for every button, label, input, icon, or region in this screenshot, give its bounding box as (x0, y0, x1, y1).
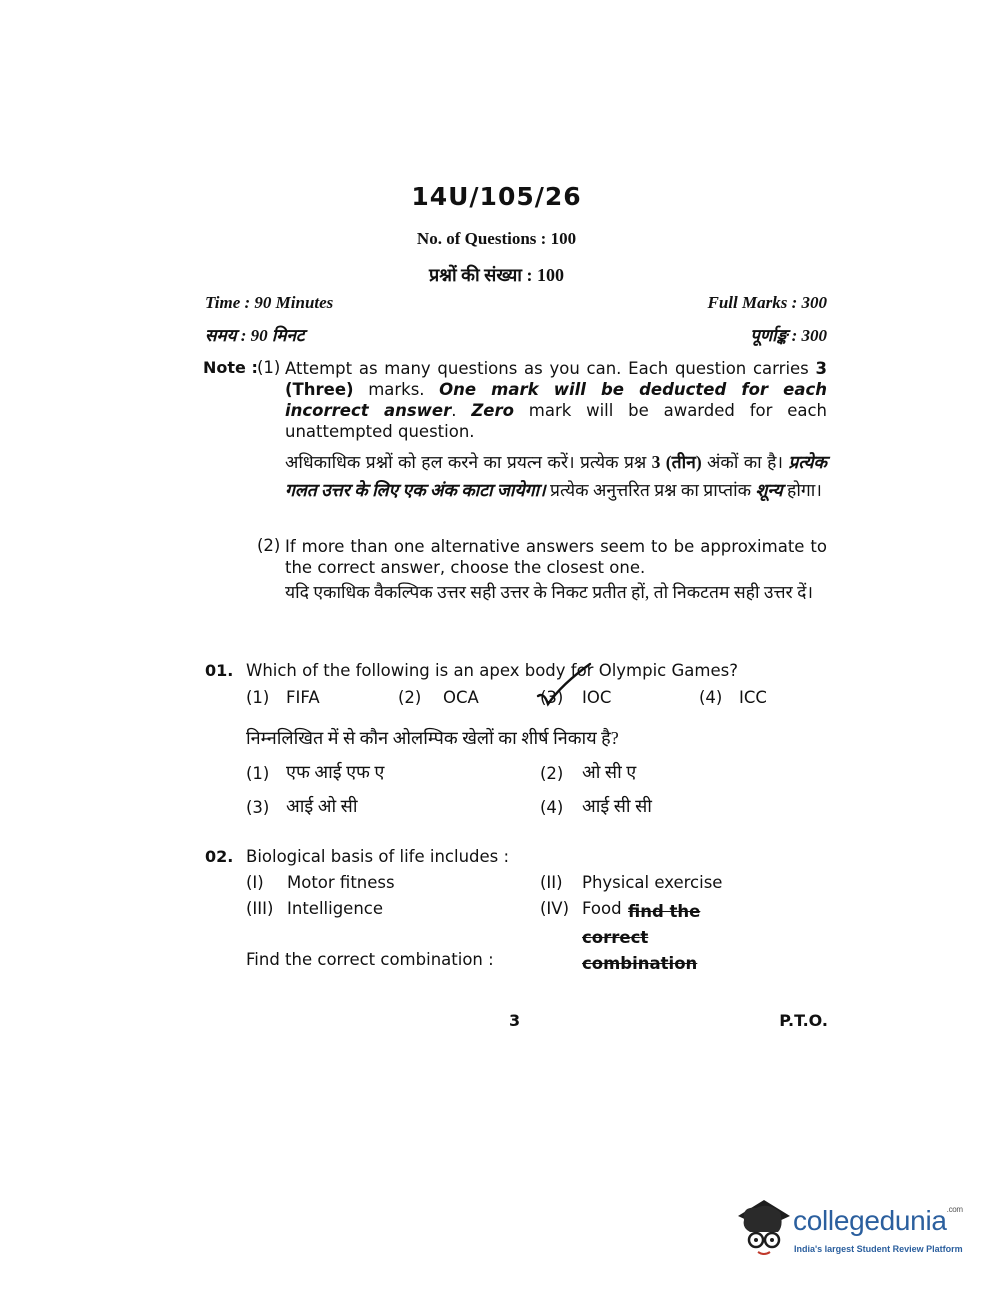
note-item2-en: If more than one alternative answers seem to be approximate to the correct answer, choose the closest one. (285, 537, 827, 577)
note-item2-number: (2) (257, 536, 281, 555)
watermark-tagline: India's largest Student Review Platform (794, 1244, 963, 1254)
q2-item2-number: (II) (540, 873, 563, 892)
full-marks-en: Full Marks : 300 (707, 293, 827, 312)
paper-code: 14U/105/26 (411, 182, 582, 211)
mascot-logo-icon (732, 1196, 792, 1260)
q1-option3-number: (3) (540, 688, 564, 707)
note-item1-hi: अधिकाधिक प्रश्नों को हल करने का प्रयत्न करें। प्रत्येक प्रश्न 3 (तीन) अंकों का है। प्रत्येक गलत उत्तर के लिए एक अंक काटा जायेगा। प्रत्येक अनुत्तरित प्रश्न का प्राप्तांक शून्य होगा। (285, 452, 827, 500)
q1-option3-en: IOC (582, 688, 612, 707)
note-item1-number: (1) (257, 358, 281, 377)
page-number: 3 (509, 1011, 521, 1030)
q2-item1: Motor fitness (287, 873, 395, 892)
q1-hi-option3: आई ओ सी (286, 796, 358, 816)
q1-option1-number: (1) (246, 688, 270, 707)
pto-label: P.T.O. (779, 1011, 828, 1030)
watermark-brand-suffix: .com (946, 1205, 963, 1214)
watermark-brand: collegedunia$^{.com}$ (793, 1205, 963, 1236)
q1-number: 01. (205, 661, 234, 680)
num-questions-hi: प्रश्नों की संख्या : 100 (429, 265, 564, 285)
q1-hi-option4-number: (4) (540, 798, 564, 817)
q1-option4-number: (4) (699, 688, 723, 707)
q1-option1-en: FIFA (286, 688, 320, 707)
q1-text-hi: निम्नलिखित में से कौन ओलम्पिक खेलों का शीर्ष निकाय है? (246, 728, 619, 748)
q1-hi-option2-number: (2) (540, 764, 564, 783)
num-questions-en: No. of Questions : 100 (416, 229, 577, 248)
q1-text-en: Which of the following is an apex body for Olympic Games? (246, 661, 738, 680)
note-label: Note : (203, 358, 258, 377)
q2-item3: Intelligence (287, 899, 384, 918)
q1-option2-en: OCA (443, 688, 479, 707)
full-marks-hi: पूर्णाङ्क : 300 (750, 326, 827, 345)
q1-hi-option3-number: (3) (246, 798, 270, 817)
q1-option2-number: (2) (398, 688, 422, 707)
q2-item4-number: (IV) (540, 899, 570, 918)
q2-item2: Physical exercise (582, 873, 723, 892)
note-item2-hi: यदि एकाधिक वैकल्पिक उत्तर सही उत्तर के निकट प्रतीत हों, तो निकटतम सही उत्तर दें। (285, 582, 813, 602)
time-en: Time : 90 Minutes (205, 293, 334, 312)
q2-struck-text: find the correct combination (582, 902, 701, 973)
q2-item4: Food (582, 899, 622, 918)
q2-item1-number: (I) (246, 873, 264, 892)
q1-hi-option2: ओ सी ए (582, 762, 637, 782)
q1-hi-option1: एफ आई एफ ए (286, 762, 385, 782)
q1-hi-option1-number: (1) (246, 764, 270, 783)
q2-prompt: Find the correct combination : (246, 950, 494, 969)
q1-hi-option4: आई सी सी (582, 796, 652, 816)
q2-number: 02. (205, 847, 234, 866)
q2-text-en: Biological basis of life includes : (246, 847, 510, 866)
time-hi: समय : 90 मिनट (205, 326, 305, 345)
q1-option4-en: ICC (739, 688, 767, 707)
note-item1-en: Attempt as many questions as you can. Each question carries 3 (Three) marks. One mark will be deducted for each incorrect answer. Zero mark will be awarded for each unattempted question. (285, 359, 828, 441)
q2-item3-number: (III) (246, 899, 274, 918)
handwritten-tick-mark (532, 660, 602, 710)
